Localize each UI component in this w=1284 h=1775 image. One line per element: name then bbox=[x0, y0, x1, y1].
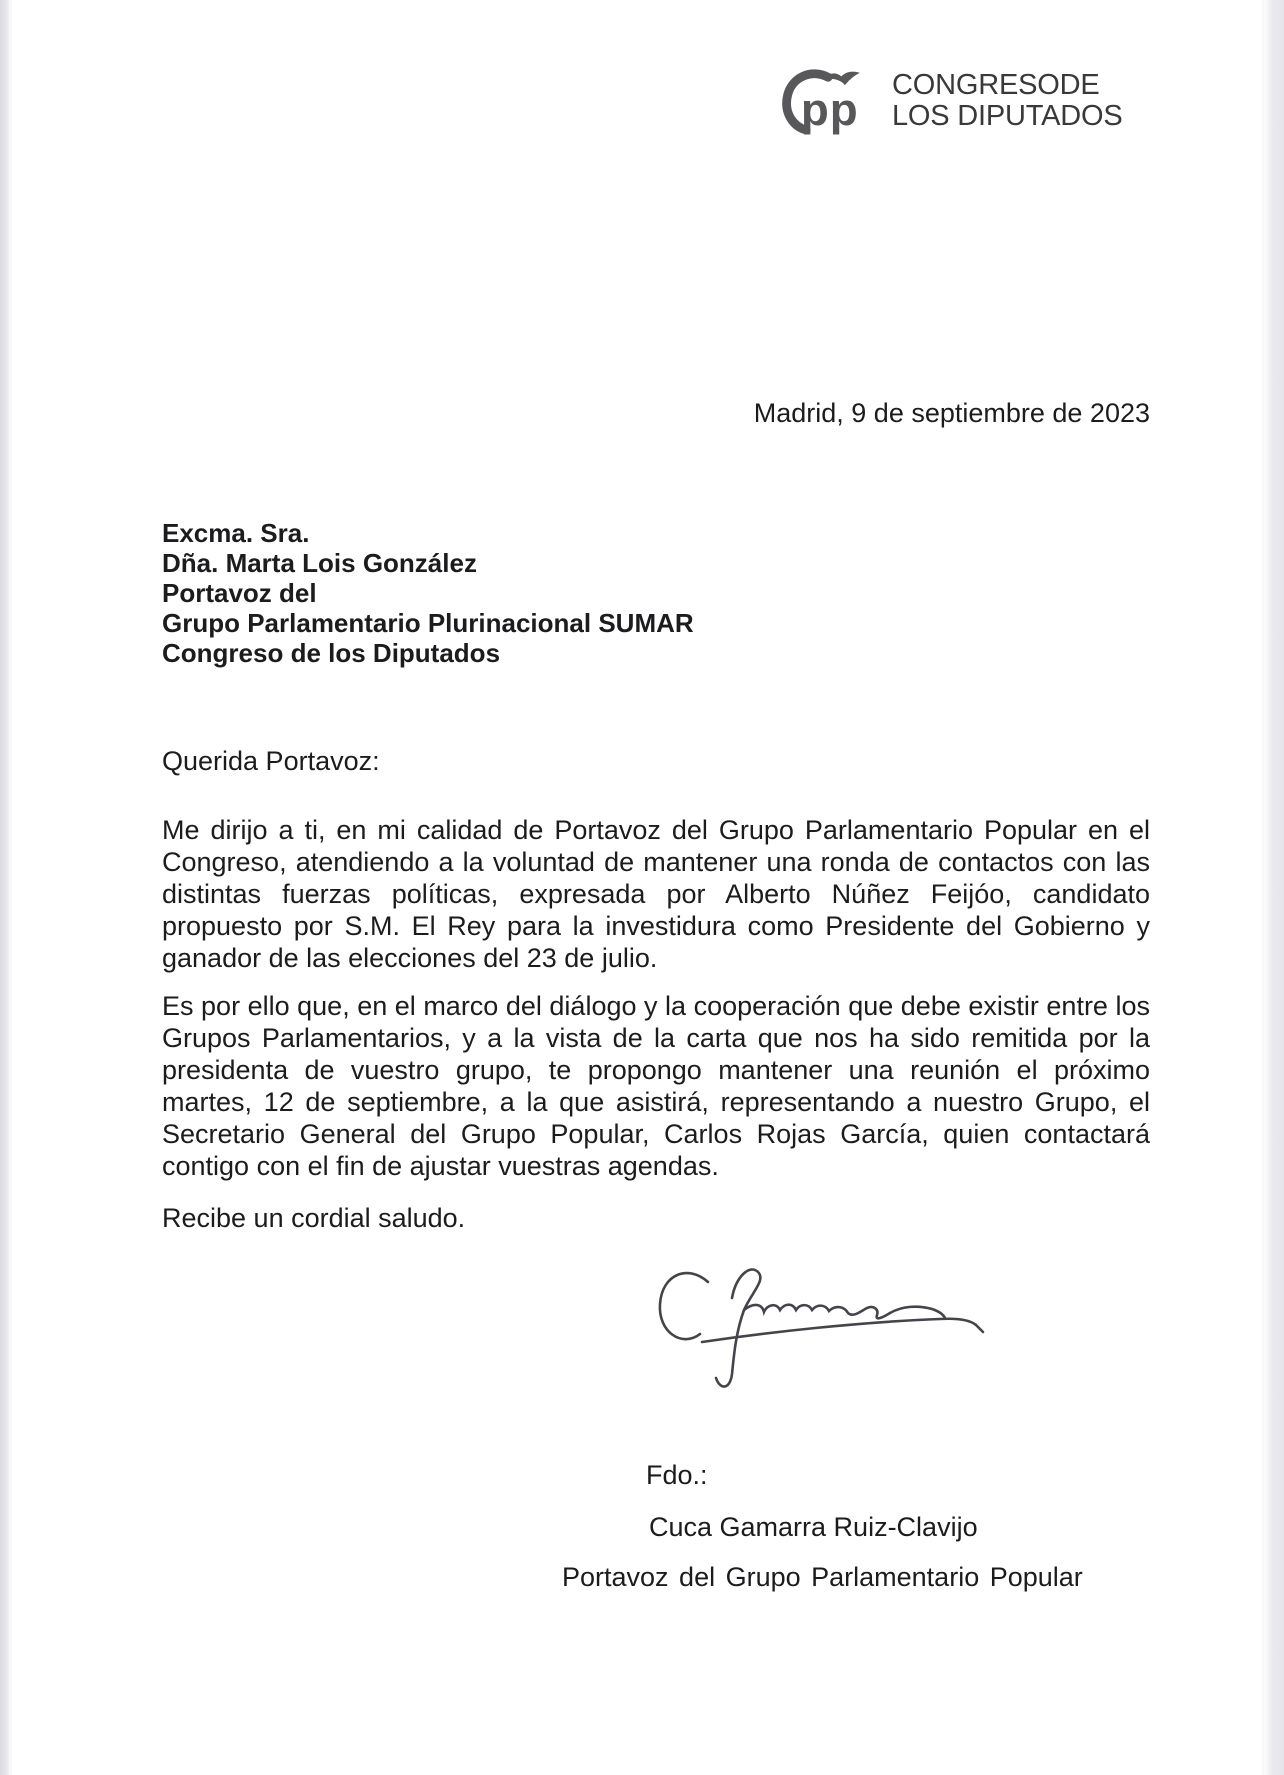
body-paragraph-1: Me dirijo a ti, en mi calidad de Portavoz del Grupo Parlamentario Popular en el Congreso, atendiendo a la voluntad de mantener una ronda de contactos con las distintas fuerzas políticas, expresada por Alberto Núñez Feijóo, candidato propuesto por S.M. El Rey para la investidura como Presidente del Gobierno y ganador de las elecciones del 23 de julio. bbox=[162, 815, 1150, 973]
signer-name: Cuca Gamarra Ruiz-Clavijo bbox=[649, 1512, 978, 1542]
page-edge-right bbox=[1262, 0, 1284, 1775]
body-paragraph-2: Es por ello que, en el marco del diálogo y la cooperación que debe existir entre los Grupos Parlamentarios, y a la vista de la carta que nos ha sido remitida por la presidenta de vuestro grupo, te propongo mantener una reunión el próximo martes, 12 de septiembre, a la que asistirá, representando a nuestro Grupo, el Secretario General del Grupo Popular, Carlos Rojas García, quien contactará contigo con el fin de ajustar vuestras agendas. bbox=[162, 991, 1150, 1181]
page-edge-left bbox=[0, 0, 12, 1775]
recipient-line: Congreso de los Diputados bbox=[162, 638, 501, 668]
closing-line: Recibe un cordial saludo. bbox=[162, 1203, 466, 1233]
handwritten-signature bbox=[640, 1258, 1000, 1408]
svg-text:pp: pp bbox=[800, 83, 859, 135]
recipient-line: Excma. Sra. bbox=[162, 518, 310, 548]
recipient-line: Dña. Marta Lois González bbox=[162, 548, 477, 578]
recipient-line: Portavoz del bbox=[162, 578, 317, 608]
recipient-line: Grupo Parlamentario Plurinacional SUMAR bbox=[162, 608, 694, 638]
signer-title: Portavoz del Grupo Parlamentario Popular bbox=[562, 1562, 1083, 1592]
salutation: Querida Portavoz: bbox=[162, 746, 380, 776]
fdo-label: Fdo.: bbox=[646, 1460, 708, 1490]
org-name bbox=[892, 70, 1123, 132]
letterhead bbox=[778, 66, 1123, 136]
pp-party-logo-icon bbox=[778, 66, 866, 136]
dateline: Madrid, 9 de septiembre de 2023 bbox=[753, 398, 1150, 428]
recipient-block bbox=[162, 518, 694, 668]
org-name-line1: CONGRESODE bbox=[892, 69, 1100, 101]
org-name-line2: LOS DIPUTADOS bbox=[892, 100, 1123, 132]
